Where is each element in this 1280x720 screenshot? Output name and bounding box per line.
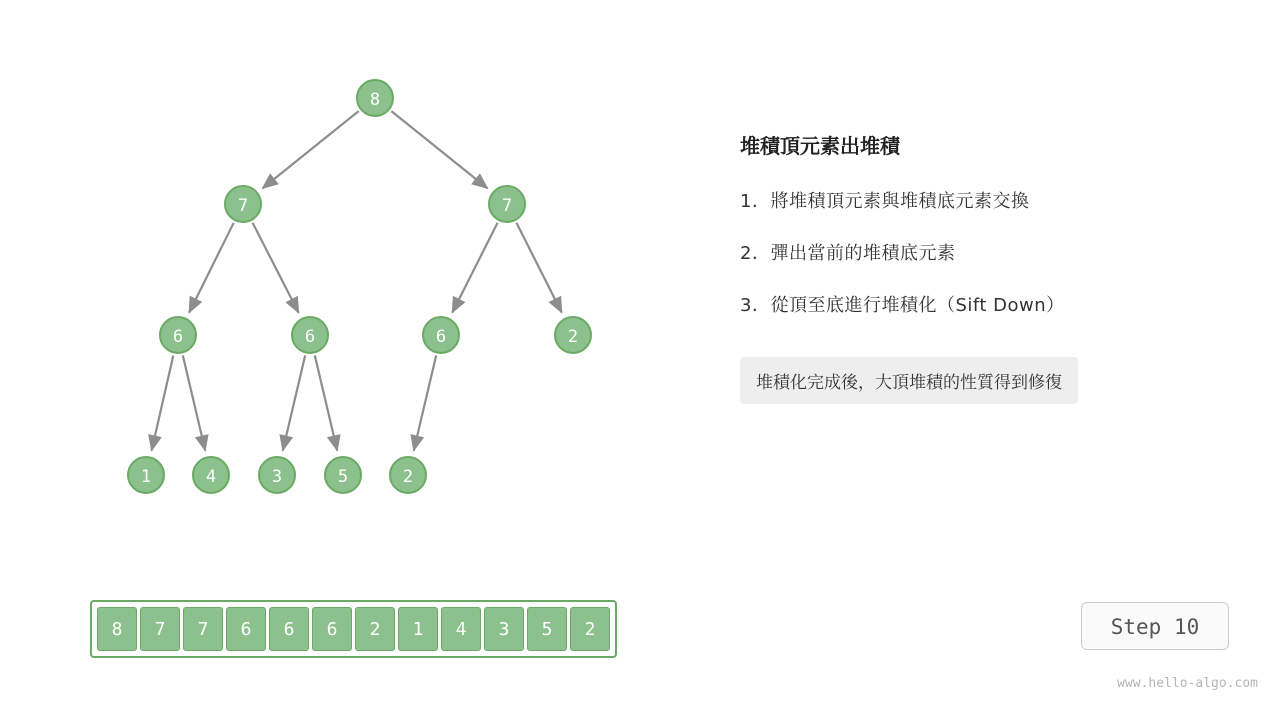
array-cell: 6 bbox=[269, 607, 309, 651]
tree-node: 4 bbox=[192, 456, 230, 494]
binary-heap-tree bbox=[0, 0, 700, 560]
heap-array bbox=[90, 600, 617, 658]
explanation-panel bbox=[740, 130, 1240, 404]
step-line-1: 1．將堆積頂元素與堆積底元素交換 bbox=[740, 191, 1030, 212]
tree-edge bbox=[253, 223, 299, 313]
tree-node: 3 bbox=[258, 456, 296, 494]
array-cell: 5 bbox=[527, 607, 567, 651]
array-cell: 4 bbox=[441, 607, 481, 651]
tree-edge bbox=[414, 355, 436, 450]
array-cell: 8 bbox=[97, 607, 137, 651]
tree-node: 7 bbox=[224, 185, 262, 223]
array-cell: 7 bbox=[140, 607, 180, 651]
array-cell: 6 bbox=[312, 607, 352, 651]
tree-node: 1 bbox=[127, 456, 165, 494]
array-cell: 2 bbox=[355, 607, 395, 651]
result-note: 堆積化完成後，大頂堆積的性質得到修復 bbox=[740, 357, 1078, 404]
tree-edge bbox=[262, 111, 358, 188]
tree-edge bbox=[315, 355, 337, 450]
watermark: www.hello-algo.com bbox=[1117, 676, 1258, 691]
step-line-3: 3．從頂至底進行堆積化（Sift Down） bbox=[740, 295, 1065, 316]
array-cell: 6 bbox=[226, 607, 266, 651]
step-badge: Step 10 bbox=[1081, 602, 1229, 650]
tree-edge bbox=[189, 223, 234, 313]
array-cell: 3 bbox=[484, 607, 524, 651]
tree-edge bbox=[152, 355, 174, 450]
tree-node: 2 bbox=[389, 456, 427, 494]
tree-node: 6 bbox=[422, 316, 460, 354]
array-cell: 7 bbox=[183, 607, 223, 651]
tree-edge bbox=[452, 223, 497, 313]
tree-node: 2 bbox=[554, 316, 592, 354]
tree-edge bbox=[283, 355, 305, 450]
tree-node: 6 bbox=[291, 316, 329, 354]
tree-node: 7 bbox=[488, 185, 526, 223]
tree-edge bbox=[516, 223, 561, 313]
panel-title: 堆積頂元素出堆積 bbox=[740, 134, 900, 158]
step-line-2: 2．彈出當前的堆積底元素 bbox=[740, 243, 956, 264]
array-cell: 2 bbox=[570, 607, 610, 651]
tree-node: 5 bbox=[324, 456, 362, 494]
array-cell: 1 bbox=[398, 607, 438, 651]
tree-node: 8 bbox=[356, 79, 394, 117]
tree-node: 6 bbox=[159, 316, 197, 354]
tree-edge bbox=[183, 355, 205, 450]
tree-edge bbox=[391, 111, 487, 188]
